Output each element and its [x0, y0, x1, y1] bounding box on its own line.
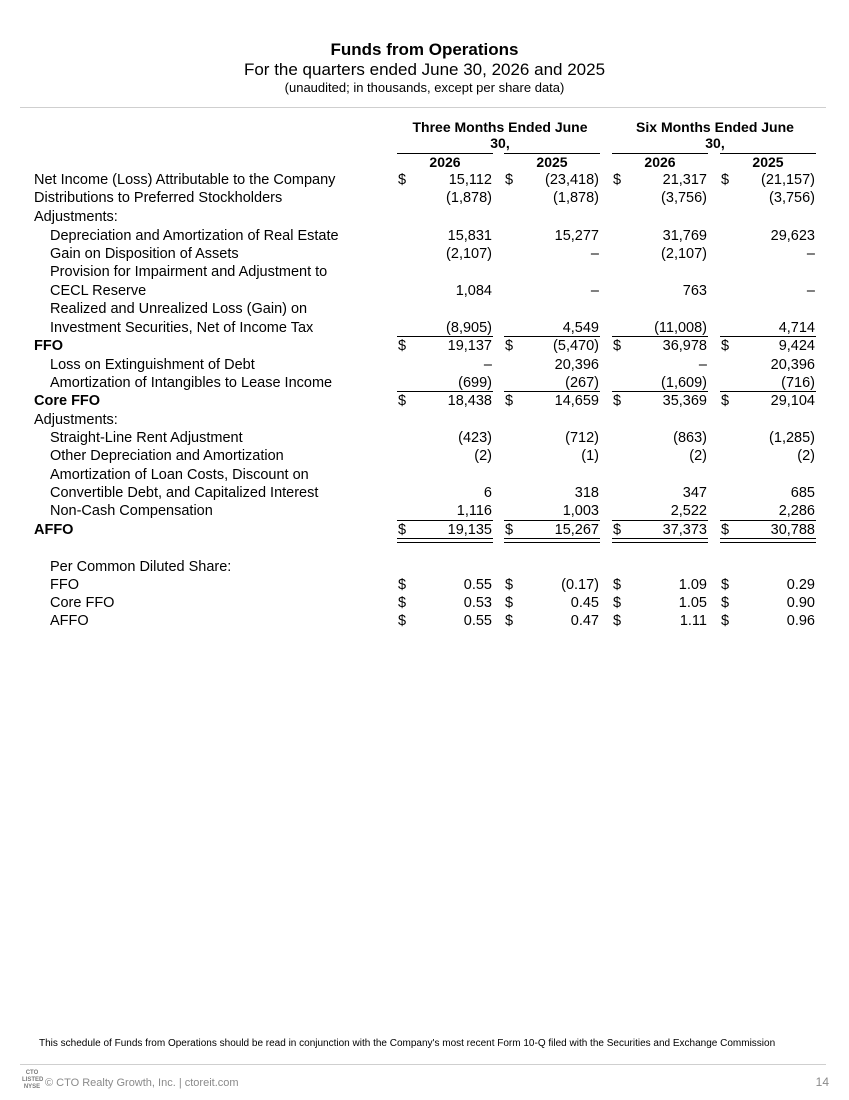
currency-symbol: $ — [398, 338, 407, 354]
currency-symbol: $ — [505, 522, 514, 538]
subtotal-rule — [720, 336, 816, 337]
row-label: Core FFO — [50, 595, 115, 611]
table-row — [0, 245, 849, 263]
table-row — [0, 484, 849, 502]
cell-value: (423) — [458, 430, 492, 446]
subtotal-rule — [397, 336, 493, 337]
row-label: CECL Reserve — [50, 283, 147, 299]
subtotal-rule — [504, 336, 600, 337]
row-label: Investment Securities, Net of Income Tax — [50, 320, 314, 336]
cell-value: 1,003 — [562, 503, 599, 519]
row-label: Amortization of Loan Costs, Discount on — [50, 467, 309, 483]
row-label: Adjustments: — [34, 209, 118, 225]
page-header — [0, 40, 849, 96]
currency-symbol: $ — [505, 393, 514, 409]
cell-value: 0.55 — [463, 613, 492, 629]
currency-symbol: $ — [398, 172, 407, 188]
cell-value: 1.11 — [679, 613, 707, 629]
table-row — [0, 392, 849, 410]
cell-value: 1,116 — [456, 503, 492, 519]
cell-value: 20,396 — [554, 357, 599, 373]
currency-symbol: $ — [721, 522, 730, 538]
cell-value: (863) — [673, 430, 707, 446]
total-double-rule — [504, 538, 600, 543]
table-row — [0, 576, 849, 594]
cell-value: (2) — [689, 448, 707, 464]
row-label: Net Income (Loss) Attributable to the Company — [34, 172, 336, 188]
table-row — [0, 521, 849, 539]
currency-symbol: $ — [613, 338, 622, 354]
subtotal-rule — [612, 391, 708, 392]
table-row — [0, 319, 849, 337]
table-row — [0, 208, 849, 226]
cell-value: (1,609) — [661, 375, 707, 391]
cell-value: 1.05 — [678, 595, 707, 611]
subtotal-rule — [504, 391, 600, 392]
row-label: Realized and Unrealized Loss (Gain) on — [50, 301, 308, 317]
table-row — [0, 558, 849, 576]
cell-value: (2,107) — [446, 246, 492, 262]
cell-value: (0.17) — [561, 577, 599, 593]
table-row — [0, 227, 849, 245]
cell-value: 20,396 — [770, 357, 815, 373]
currency-symbol: $ — [613, 172, 622, 188]
currency-symbol: $ — [505, 595, 514, 611]
row-label: Non-Cash Compensation — [50, 503, 213, 519]
currency-symbol: $ — [613, 613, 622, 629]
cell-value: 318 — [574, 485, 599, 501]
cell-value: 0.45 — [570, 595, 599, 611]
cell-value: (23,418) — [544, 172, 599, 188]
total-double-rule — [720, 538, 816, 543]
cell-value: (2) — [797, 448, 815, 464]
cell-value: (21,157) — [760, 172, 815, 188]
cell-value: (8,905) — [446, 320, 492, 336]
row-label: Adjustments: — [34, 412, 118, 428]
total-double-rule — [612, 538, 708, 543]
table-row — [0, 171, 849, 189]
table-row — [0, 356, 849, 374]
cell-value: (5,470) — [553, 338, 599, 354]
currency-symbol: $ — [721, 172, 730, 188]
cell-value: 15,267 — [554, 522, 599, 538]
currency-symbol: $ — [398, 613, 407, 629]
currency-symbol: $ — [505, 172, 514, 188]
table-row — [0, 189, 849, 207]
cell-value: 15,831 — [447, 228, 492, 244]
cell-value: 19,135 — [447, 522, 492, 538]
cell-value: (3,756) — [661, 190, 707, 206]
six-months-header: Six Months Ended June 30, — [636, 119, 794, 151]
nyse-logo: CTO LISTED NYSE — [22, 1070, 44, 1090]
cell-value: (1,285) — [769, 430, 815, 446]
cell-value: (1) — [581, 448, 599, 464]
currency-symbol: $ — [398, 577, 407, 593]
cell-value: 15,112 — [448, 172, 492, 188]
row-label: Other Depreciation and Amortization — [50, 448, 284, 464]
subtotal-rule — [504, 520, 600, 521]
row-label: Provision for Impairment and Adjustment to — [50, 264, 328, 280]
year-header-4: 2025 — [720, 153, 816, 170]
table-row — [0, 594, 849, 612]
row-label: Loss on Extinguishment of Debt — [50, 357, 255, 373]
cell-value: 1,084 — [455, 283, 492, 299]
header-divider — [20, 107, 826, 108]
cell-value: (2,107) — [661, 246, 707, 262]
cell-value: 0.55 — [463, 577, 492, 593]
year-header-3: 2026 — [612, 153, 708, 170]
cell-value: (267) — [565, 375, 599, 391]
cell-value: (712) — [565, 430, 599, 446]
copyright-text: © CTO Realty Growth, Inc. | ctoreit.com — [45, 1077, 239, 1089]
total-double-rule — [397, 538, 493, 543]
currency-symbol: $ — [505, 338, 514, 354]
subtotal-rule — [720, 520, 816, 521]
subtotal-rule — [612, 520, 708, 521]
cell-value: 0.90 — [786, 595, 815, 611]
cell-value: (3,756) — [769, 190, 815, 206]
page-title: Funds from Operations — [330, 40, 519, 59]
cell-value: 9,424 — [778, 338, 815, 354]
cell-value: 29,623 — [770, 228, 815, 244]
currency-symbol: $ — [398, 393, 407, 409]
cell-value: 763 — [682, 283, 707, 299]
cell-value: 35,369 — [662, 393, 707, 409]
cell-value: (2) — [474, 448, 492, 464]
cell-value: 6 — [483, 485, 492, 501]
cell-value: 36,978 — [662, 338, 707, 354]
cell-value: – — [806, 246, 815, 262]
cell-value: 4,549 — [562, 320, 599, 336]
currency-symbol: $ — [613, 522, 622, 538]
currency-symbol: $ — [613, 577, 622, 593]
currency-symbol: $ — [721, 393, 730, 409]
row-label: AFFO — [50, 613, 89, 629]
cell-value: (1,878) — [553, 190, 599, 206]
table-row — [0, 263, 849, 281]
three-months-header: Three Months Ended June 30, — [412, 119, 588, 151]
currency-symbol: $ — [613, 595, 622, 611]
row-label: FFO — [50, 577, 79, 593]
cell-value: – — [806, 283, 815, 299]
currency-symbol: $ — [505, 577, 514, 593]
table-row — [0, 447, 849, 465]
cell-value: 14,659 — [554, 393, 599, 409]
subtotal-rule — [397, 520, 493, 521]
table-row — [0, 612, 849, 630]
year-header-2: 2025 — [504, 153, 600, 170]
cell-value: (699) — [458, 375, 492, 391]
table-row — [0, 282, 849, 300]
cell-value: 0.47 — [570, 613, 599, 629]
cell-value: 4,714 — [778, 320, 815, 336]
currency-symbol: $ — [398, 595, 407, 611]
cell-value: 0.96 — [786, 613, 815, 629]
row-label: Convertible Debt, and Capitalized Interest — [50, 485, 319, 501]
subtotal-rule — [720, 391, 816, 392]
cell-value: – — [483, 357, 492, 373]
cell-value: – — [590, 246, 599, 262]
table-row — [0, 374, 849, 392]
cell-value: – — [698, 357, 707, 373]
row-label: Distributions to Preferred Stockholders — [34, 190, 283, 206]
subtotal-rule — [612, 336, 708, 337]
row-label: Depreciation and Amortization of Real Estate — [50, 228, 339, 244]
currency-symbol: $ — [505, 613, 514, 629]
footnote: This schedule of Funds from Operations should be read in conjunction with the Company's most recent Form 10-Q filed with the Securities and Exchange Commission — [39, 1038, 776, 1049]
currency-symbol: $ — [613, 393, 622, 409]
row-label: Straight-Line Rent Adjustment — [50, 430, 243, 446]
currency-symbol: $ — [721, 613, 730, 629]
subtotal-rule — [397, 391, 493, 392]
cell-value: 31,769 — [662, 228, 707, 244]
table-row — [0, 466, 849, 484]
cell-value: 19,137 — [447, 338, 492, 354]
cell-value: 2,522 — [670, 503, 707, 519]
row-label: AFFO — [34, 522, 74, 538]
cell-value: 0.29 — [786, 577, 815, 593]
table-row — [0, 300, 849, 318]
cell-value: 21,317 — [662, 172, 707, 188]
page-number: 14 — [815, 1075, 829, 1089]
cell-value: 0.53 — [463, 595, 492, 611]
currency-symbol: $ — [721, 338, 730, 354]
units-note: (unaudited; in thousands, except per share data) — [284, 80, 565, 95]
row-label: Gain on Disposition of Assets — [50, 246, 239, 262]
footer-divider — [20, 1064, 826, 1065]
table-row — [0, 502, 849, 520]
table-row — [0, 411, 849, 429]
cell-value: (1,878) — [446, 190, 492, 206]
row-label: FFO — [34, 338, 63, 354]
cell-value: 347 — [682, 485, 707, 501]
cell-value: 29,104 — [770, 393, 815, 409]
currency-symbol: $ — [721, 595, 730, 611]
cell-value: 1.09 — [678, 577, 707, 593]
cell-value: 685 — [790, 485, 815, 501]
cell-value: 37,373 — [662, 522, 707, 538]
cell-value: (11,008) — [654, 320, 707, 336]
cell-value: – — [590, 283, 599, 299]
cell-value: 15,277 — [554, 228, 599, 244]
page-subtitle: For the quarters ended June 30, 2026 and 2025 — [243, 60, 606, 79]
currency-symbol: $ — [721, 577, 730, 593]
cell-value: 30,788 — [770, 522, 815, 538]
cell-value: 2,286 — [778, 503, 815, 519]
year-header-1: 2026 — [397, 153, 493, 170]
cell-value: (716) — [781, 375, 815, 391]
cell-value: 18,438 — [447, 393, 492, 409]
table-row — [0, 337, 849, 355]
row-label: Core FFO — [34, 393, 101, 409]
currency-symbol: $ — [398, 522, 407, 538]
table-row — [0, 429, 849, 447]
row-label: Per Common Diluted Share: — [50, 559, 232, 575]
row-label: Amortization of Intangibles to Lease Income — [50, 375, 333, 391]
